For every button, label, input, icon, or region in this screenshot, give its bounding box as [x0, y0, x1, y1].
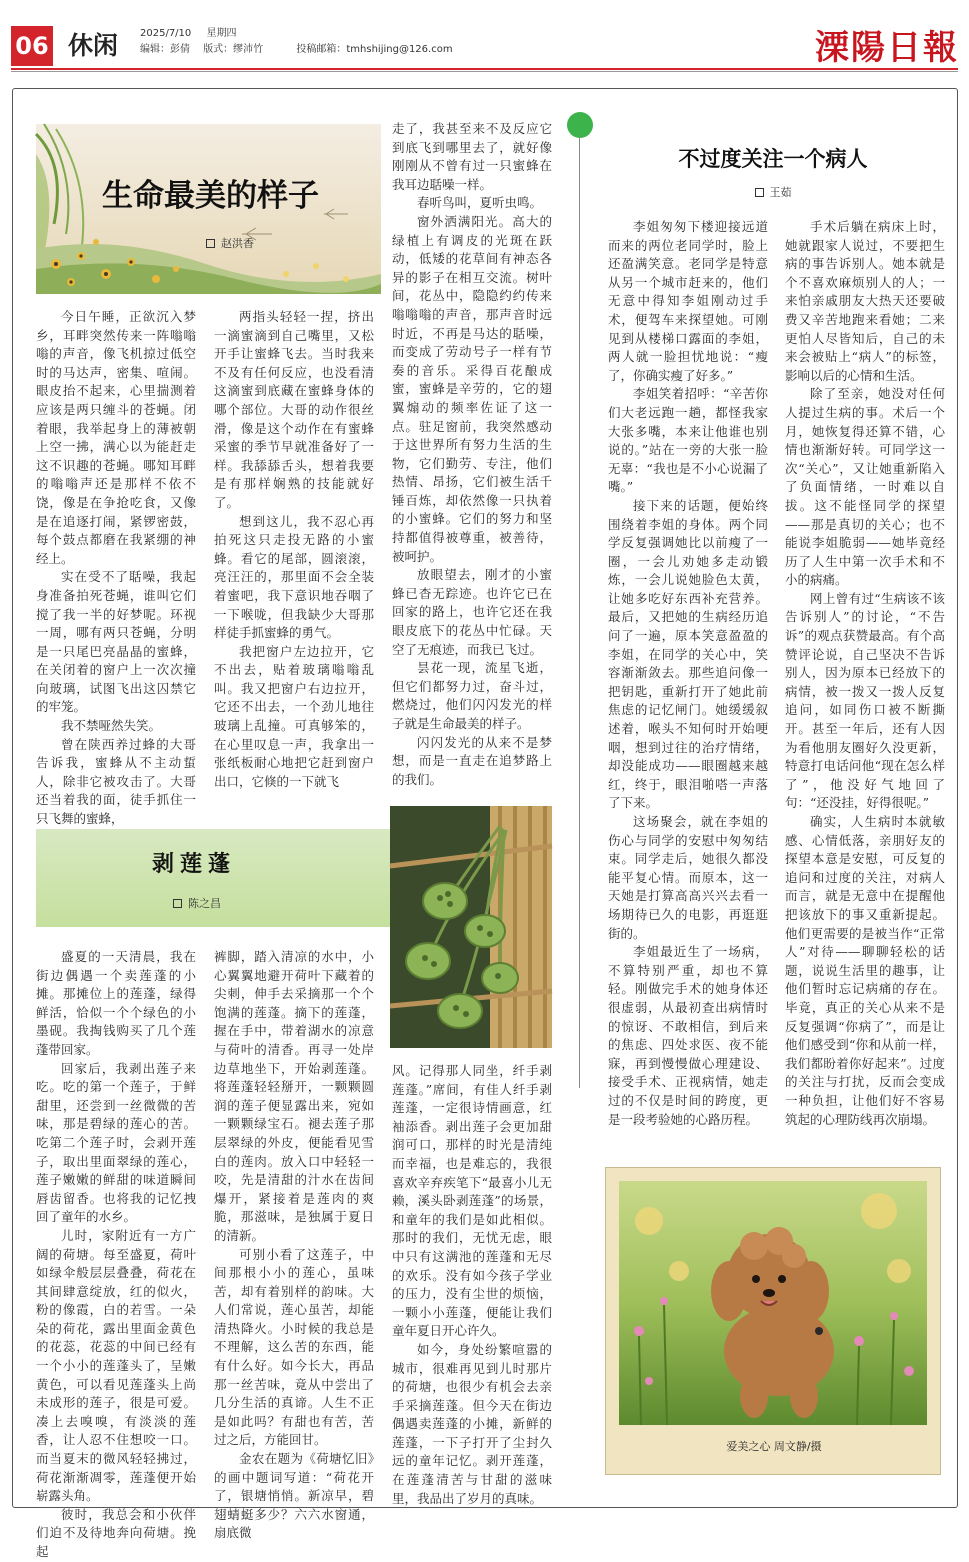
weekday: 星期四	[206, 28, 237, 39]
page-number: 06	[11, 26, 53, 66]
newspaper-masthead: 溧陽日報	[815, 28, 959, 68]
credits	[140, 42, 453, 58]
issue-date	[140, 26, 236, 42]
paragraph: 闪闪发光的从来不是梦想，而是一直走在追梦路上的我们。	[392, 734, 552, 787]
article2-title: 剥莲蓬	[152, 852, 237, 877]
date: 2025/7/10	[140, 28, 192, 39]
article2-byline	[173, 895, 221, 911]
paragraph: 儿时，家附近有一方广阔的荷塘。每至盛夏，荷叶如绿伞般层层叠叠，荷花在其间肆意绽放，红的似火，粉的像霞，白的若雪。一朵朵的荷花，露出里面金黄色的花蕊，花蕊的中间已经有一个小小的莲蓬头了，呈嫩黄色，可以看见莲蓬头上尚未成形的莲子，很是可爱。凑上去嗅嗅，有淡淡的莲香，让人忍不住想咬一口。而当夏末的微风轻轻拂过，荷花渐渐凋零，莲蓬便开始崭露头角。	[36, 1227, 196, 1504]
article1-col3	[392, 120, 552, 789]
paragraph: 李姐匆匆下楼迎接远道而来的两位老同学时，脸上还盈满笑意。老同学是特意从另一个城市赶来的，他们无意中得知李姐刚动过手术，便驾车来探望她。可刚见到从楼梯口露面的李姐，两人就一脸担忧地说：“瘦了，你确实瘦了好多。”	[608, 219, 768, 383]
green-dot-ornament	[567, 112, 593, 138]
paragraph: 我不禁哑然失笑。	[61, 718, 162, 734]
paragraph: 网上曾有过“生病该不该告诉别人”的讨论，“不告诉”的观点获赞最高。有个高赞评论说，自己坚决不告诉别人，因为原本已经放下的病情，被一拨又一拨人反复追问，如同伤口被不断撕开。甚至一年后，还有人因为看他朋友圈好久没更新，特意打电话问他“现在怎么样了”，他没好气地回了句：“还没挂，好得很呢。”	[785, 590, 945, 811]
column-divider	[579, 138, 580, 1088]
paragraph: 曾在陕西养过蜂的大哥告诉我，蜜蜂从不主动蜇人，除非它被攻击了。大哥还当着我的面，徒手抓住一只飞舞的蜜蜂，	[36, 736, 196, 827]
paragraph: 风。记得那人同坐，纤手剥莲蓬。”席间，有佳人纤手剥莲蓬，一定很诗情画意，红袖添香。剥出莲子会更加甜润可口，那样的时光是清纯而幸福，也是难忘的，我很喜欢辛弃疾笔下“最喜小儿无赖，溪头卧剥莲蓬”的场景，和童年的我们是如此相似。那时的我们，无忧无虑，眼中只有这满池的莲蓬和无尽的欢乐。没有如今孩子学业的压力，没有尘世的烦恼，一颗小小莲蓬，便能让我们童年夏日开心许久。	[392, 1063, 552, 1339]
article1-col2	[214, 308, 374, 791]
paragraph: 手术后躺在病床上时，她就跟家人说过，不要把生病的事告诉别人。她本就是个不喜欢麻烦别人的人；一来怕亲戚朋友大热天还要破费又辛苦地跑来看她；二来更怕人尽皆知后，自己的未来会被贴上“病人”的标签，影响以后的心情和生活。	[785, 219, 945, 383]
article2-col1	[36, 948, 196, 1562]
paragraph: 窗外洒满阳光。高大的绿植上有调皮的光斑在跃动，低矮的花草间有神态各异的影子在相互交流。树叶间，花丛中，隐隐约约传来嗡嗡嗡的声音，那声音时远时近，不再是马达的聒噪，而变成了劳动号子一样有节奏的音乐。采得百花酿成蜜，蜜蜂是辛劳的，它的翅翼煽动的频率佐证了这一点。驻足窗前，我突然感动于这世界所有努力生活的生物，它们勤劳、专注，他们热情、昂扬，它们被生活千锤百炼，却依然像一只执着的小蜜蜂。它们的努力和坚持都值得被尊重，被善待，被呵护。	[392, 213, 552, 564]
article1-title: 生命最美的样子	[102, 178, 319, 214]
article1-banner	[36, 124, 381, 294]
paragraph: 今日午睡，正欲沉入梦乡，耳畔突然传来一阵嗡嗡嗡的声音，像飞机掠过低空时的马达声，密集、喧闹。眼皮抬不起来，心里揣测着应该是两只缠斗的苍蝇。闭着眼，我举起身上的薄被朝上空一拂，满心以为能赶走这不识趣的苍蝇。哪知耳畔的嗡嗡声还是那样不依不饶，像是在争抢吃食，又像是在追逐打闹，紧锣密鼓，每个鼓点都磨在我紧绷的神经上。	[36, 309, 196, 566]
article3-author: 王茹	[769, 186, 792, 199]
paragraph: 接下来的话题，便始终围绕着李姐的身体。两个同学反复强调她比以前瘦了一圈，一会儿劝她多走动锻炼，一会儿说她脸色太黄，让她多吃好东西补充营养。最后，又把她的生病经历追问了一遍，原本笑意盈盈的李姐，在同学的关心中，笑容渐渐敛去。那些追问像一把钥匙，重新打开了她此前焦虑的记忆闸门。她缓缓叙述着，喉头不知何时开始哽咽，想到过往的治疗情绪，却没能成功——眼圈越来越红，终于，眼泪啪嗒一声落了下来。	[608, 497, 768, 811]
lotus-photo	[390, 806, 552, 1048]
article3-title: 不过度关注一个病人	[678, 147, 868, 171]
paragraph: 金农在题为《荷塘忆旧》的画中题词写道：“荷花开了，银塘悄悄。新凉早，碧翅蜻蜓多少？六六水窗通，扇底微	[214, 1451, 374, 1541]
paragraph: 可别小看了这莲子，中间那根小小的莲心，虽味苦，却有着别样的韵味。大人们常说，莲心虽苦，却能清热降火。小时候的我总是不理解，这么苦的东西，能有什么好。如今长大，再品那一丝苦味，竟从中尝出了几分生活的真谛。人生不正是如此吗？有甜也有苦，苦过之后，方能回甘。	[214, 1246, 374, 1448]
article2-banner	[36, 829, 392, 927]
paragraph: 两指头轻轻一捏，挤出一滴蜜滴到自己嘴里，又松开手让蜜蜂飞去。当时我来不及有任何反应，也没看清这滴蜜到底藏在蜜蜂身体的哪个部位。大哥的动作很丝滑，像是这个动作在有蜜蜂采蜜的季节早就准备好了一样。我舔舔舌头，想着我要是有那样娴熟的技能就好了。	[214, 309, 374, 510]
paragraph: 实在受不了聒噪，我起身准备拍死苍蝇，谁叫它们搅了我一半的好梦呢。环视一周，哪有两只苍蝇，分明是一只尾巴亮晶晶的蜜蜂，在关闭着的窗户上一次次撞向玻璃，试图飞出这囚禁它的牢笼。	[36, 569, 196, 715]
paragraph: 李姐最近生了一场病，不算特别严重，却也不算轻。刚做完手术的她身体还很虚弱，从最初查出病情时的惊讶、不敢相信，到后来的焦虑、四处求医、夜不能寐，再到慢慢做心理建设、接受手术、正视病情，她走过的不仅是时间的跨度，更是一段考验她的心路历程。	[608, 944, 768, 1127]
header-rule	[11, 68, 958, 70]
paragraph: 这场聚会，就在李姐的伤心与同学的安慰中匆匆结束。同学走后，她很久都没能平复心情。而原本，这一天她是打算高高兴兴去看一场期待已久的电影，再逛逛街的。	[608, 814, 768, 941]
paragraph: 走了，我甚至来不及反应它到底飞到哪里去了，就好像刚刚从不曾有过一只蜜蜂在我耳边聒噪一样。	[392, 121, 552, 192]
lotus-pods-illustration	[390, 806, 552, 1048]
paragraph: 回家后，我剥出莲子来吃。吃的第一个莲子，于鲜甜里，还尝到一丝微微的苦味，那是碧绿的莲心的苦。吃第二个莲子时，会剥开莲子，取出里面翠绿的莲心，莲子嫩嫩的鲜甜的味道瞬间唇齿留香。也将我的记忆拽回了童年的水乡。	[36, 1060, 196, 1225]
article3-col1	[608, 218, 768, 1129]
article1-col1	[36, 308, 196, 829]
article2-col3	[392, 1062, 552, 1508]
paragraph: 放眼望去，刚才的小蜜蜂已杳无踪迹。也许它已在回家的路上，也许它还在我眼皮底下的花丛中忙碌。天空了无痕迹，而我已飞过。	[392, 567, 552, 657]
paragraph: 李姐笑着招呼：“辛苦你们大老远跑一趟，都怪我家大张多嘴，本来让他谁也别说的。”站在一旁的大张一脸无辜：“我也是不小心说漏了嘴。”	[608, 386, 768, 495]
paragraph: 昙花一现，流星飞逝，但它们都努力过，奋斗过，燃烧过，他们闪闪发光的样子就是生命最美的样子。	[392, 660, 552, 731]
section-title: 休闲	[68, 31, 119, 60]
photo-caption: 爱美之心 周文静/摄	[726, 1440, 822, 1453]
paragraph: 盛夏的一天清晨，我在街边偶遇一个卖莲蓬的小摊。那摊位上的莲蓬，绿得鲜活，恰似一个个绿色的小墨砚。我掏钱购买了几个莲蓬带回家。	[36, 949, 196, 1057]
photo-frame	[605, 1167, 941, 1475]
poodle-illustration	[619, 1181, 927, 1425]
paragraph: 春听鸟叫，夏听虫鸣。	[417, 195, 543, 211]
paragraph: 确实，人生病时本就敏感、心情低落，亲朋好友的探望本意是安慰，可反复的追问和过度的关注，对病人而言，就是无意中在提醒他把该放下的事又重新提起。他们更需要的是被当作“正常人”对待——聊聊轻松的话题，说说生活里的趣事，让他们暂时忘记病痛的存在。毕竟，真正的关心从来不是反复强调“你病了”，而是让他们感受到“你和从前一样，我们都盼着你好起来”。过度的关注与打扰，反而会变成一种负担，让他们好不容易筑起的心理防线再次崩塌。	[785, 814, 945, 1127]
editor: 编辑：彭倩	[140, 44, 190, 55]
header-rule-thin	[11, 71, 958, 72]
submission-email[interactable]: 投稿邮箱：tmhshijing@126.com	[296, 44, 453, 55]
layout-editor: 版式：缪沛竹	[203, 44, 264, 55]
paragraph: 除了至亲，她没对任何人提过生病的事。术后一个月，她恢复得还算不错，心情也渐渐好转。可同学这一次“关心”，又让她重新陷入了负面情绪，一时难以自拔。这不能怪同学的探望——那是真切的关心；也不能说李姐脆弱——她毕竟经历了人生中第一次手术和不小的病痛。	[785, 386, 945, 588]
article2-col2	[214, 948, 374, 1543]
paragraph: 我把窗户左边拉开，它不出去，贴着玻璃嗡嗡乱叫。我又把窗户右边拉开，它还不出去，一个劲儿地往玻璃上乱撞。可真够笨的，在心里叹息一声，我拿出一张纸板耐心地把它赶到窗户出口，它倏的一下就飞	[214, 643, 374, 789]
dog-photo	[619, 1181, 927, 1425]
paragraph: 裤脚，踏入清凉的水中，小心翼翼地避开荷叶下藏着的尖刺，伸手去采摘那一个个饱满的莲蓬。摘下的莲蓬，握在手中，带着湖水的凉意与荷叶的清香。再寻一处岸边草地坐下，开始剥莲蓬。将莲蓬轻轻掰开，一颗颗圆润的莲子便显露出来，宛如一颗颗绿宝石。褪去莲子那层翠绿的外皮，便能看见雪白的莲肉。放入口中轻轻一咬，先是清甜的汁水在齿间爆开，紧接着是莲肉的爽脆，那滋味，是独属于夏日的清新。	[214, 949, 374, 1243]
article2-author: 陈之昌	[188, 897, 221, 910]
paragraph: 想到这儿，我不忍心再拍死这只走投无路的小蜜蜂。看它的尾部，圆滚滚，亮汪汪的，那里面不会全装着蜜吧，我下意识地吞咽了一下喉咙，但我缺少大哥那样徒手抓蜜蜂的勇气。	[214, 513, 374, 641]
paragraph: 彼时，我总会和小伙伴们迫不及待地奔向荷塘。挽起	[36, 1506, 196, 1559]
article3-col2	[785, 218, 945, 1129]
article1-byline	[206, 235, 254, 251]
article1-author: 赵洪香	[221, 237, 254, 250]
article3-byline	[605, 184, 941, 200]
paragraph: 如今，身处纷繁喧嚣的城市，很难再见到儿时那片的荷塘，也很少有机会去亲手采摘莲蓬。但今天在街边偶遇卖莲蓬的小摊，新鲜的莲蓬，一下子打开了尘封久远的童年记忆。剥开莲蓬，在莲蓬清苦与甘甜的滋味里，我品出了岁月的真味。	[392, 1341, 552, 1506]
